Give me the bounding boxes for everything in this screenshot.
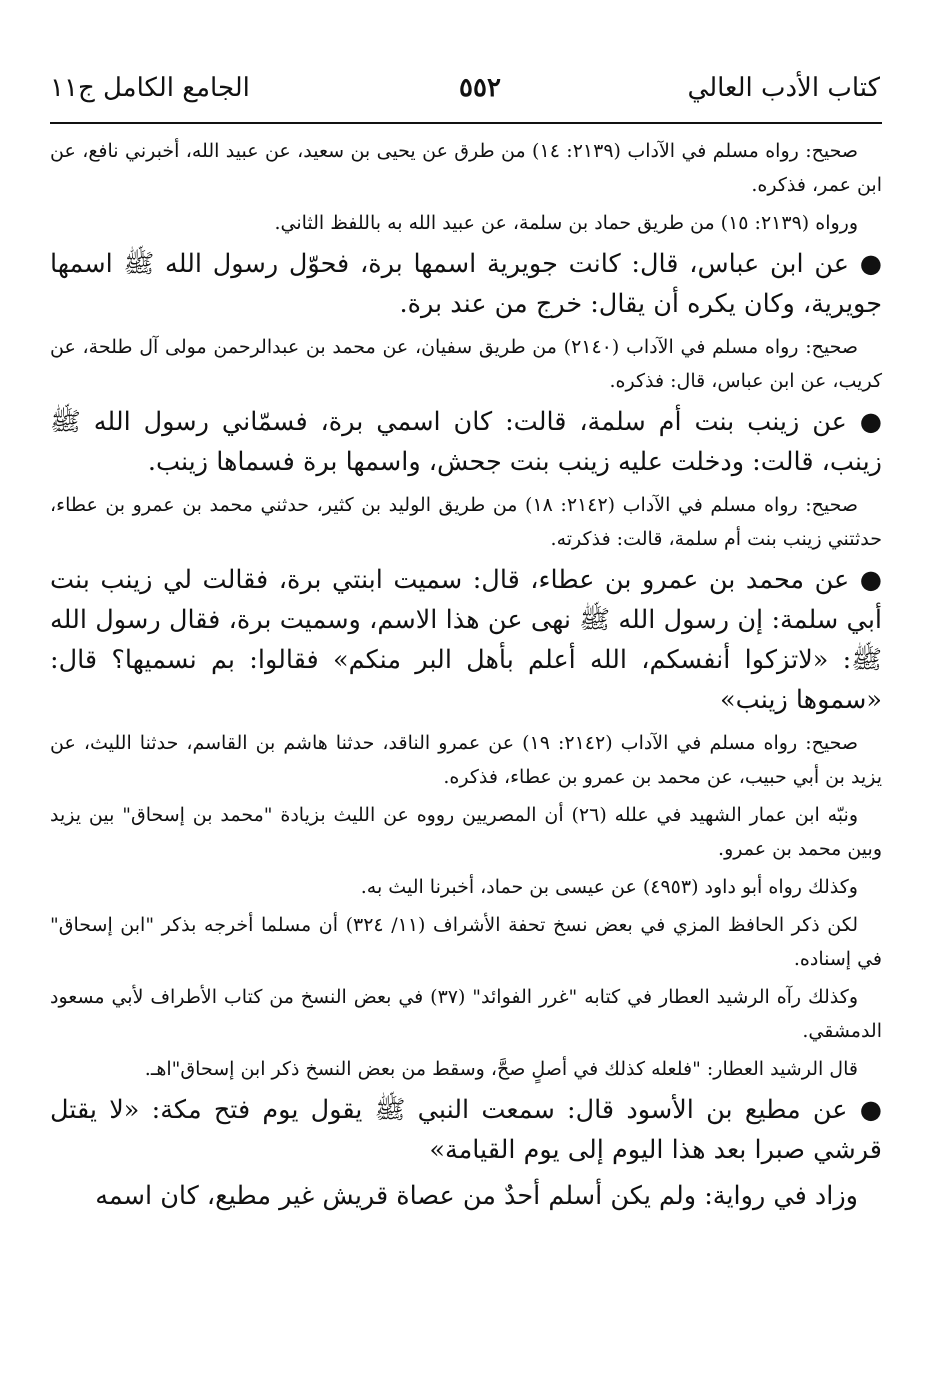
commentary-note: وكذلك رآه الرشيد العطار في كتابه "غرر الفوائد" (٣٧) في بعض النسخ من كتاب الأطراف لأبي مسعود الدمشقي.: [50, 986, 882, 1042]
commentary-note: وكذلك رواه أبو داود (٤٩٥٣) عن عيسى بن حماد، أخبرنا اليث به.: [360, 876, 858, 898]
commentary-note: لكن ذكر الحافظ المزي في بعض نسخ تحفة الأشراف (١١/ ٣٢٤) أن مسلما أخرجه بذكر "ابن إسحاق" في إسناده.: [50, 914, 882, 970]
page-body: [50, 134, 882, 1222]
hadith-paragraph: ● عن محمد بن عمرو بن عطاء، قال: سميت ابنتي برة، فقالت لي زينب بنت أبي سلمة: إن رسول الله ﷺ نهى عن هذا الاسم، وسميت برة، فقال رسول الله ﷺ: «لاتزكوا أنفسكم، الله أعلم بأهل البر منكم» فقالوا: بم نسميها؟ قال: «سموها زينب»: [50, 565, 882, 715]
volume-title: الجامع الكامل ج١١: [50, 73, 250, 103]
takhrij-note: صحيح: رواه مسلم في الآداب (٢١٤٠) من طريق سفيان، عن محمد بن عبدالرحمن مولى آل طلحة، عن كريب، عن ابن عباس، قال: فذكره.: [50, 336, 882, 392]
takhrij-note: صحيح: رواه مسلم في الآداب (٢١٣٩: ١٤) من طرق عن يحيى بن سعيد، عن عبيد الله، أخبرني نافع، عن ابن عمر، فذكره.: [50, 140, 882, 196]
running-header: [50, 68, 880, 108]
commentary-note: ونبّه ابن عمار الشهيد في علله (٢٦) أن المصريين رووه عن الليث بزيادة "محمد بن إسحاق" بين يزيد وبين محمد بن عمرو.: [50, 804, 882, 860]
commentary-note: قال الرشيد العطار: "فلعله كذلك في أصلٍ صحَّ، وسقط من بعض النسخ ذكر ابن إسحاق"اهـ.: [144, 1058, 858, 1080]
hadith-paragraph: ● عن زينب بنت أم سلمة، قالت: كان اسمي برة، فسمّاني رسول الله ﷺ زينب، قالت: ودخلت عليه زينب بنت جحش، واسمها برة فسماها زينب.: [50, 407, 882, 477]
takhrij-note: ورواه (٢١٣٩: ١٥) من طريق حماد بن سلمة، عن عبيد الله به باللفظ الثاني.: [274, 212, 858, 234]
hadith-continuation: وزاد في رواية: ولم يكن أسلم أحدٌ من عصاة قريش غير مطيع، كان اسمه: [95, 1181, 858, 1211]
header-rule: [50, 122, 882, 124]
hadith-paragraph: ● عن مطيع بن الأسود قال: سمعت النبي ﷺ يقول يوم فتح مكة: «لا يقتل قرشي صبرا بعد هذا اليوم إلى يوم القيامة»: [50, 1095, 882, 1165]
book-title: كتاب الأدب العالي: [687, 73, 880, 103]
takhrij-note: صحيح: رواه مسلم في الآداب (٢١٤٢: ١٩) عن عمرو الناقد، حدثنا هاشم بن القاسم، حدثنا الليث، عن يزيد بن أبي حبيب، عن محمد بن عمرو بن عطاء، فذكره.: [50, 732, 882, 788]
takhrij-note: صحيح: رواه مسلم في الآداب (٢١٤٢: ١٨) من طريق الوليد بن كثير، حدثني محمد بن عمرو بن عطاء، حدثتني زينب بنت أم سلمة، قالت: فذكرته.: [50, 494, 882, 550]
page-number: ٥٥٢: [459, 73, 501, 103]
hadith-paragraph: ● عن ابن عباس، قال: كانت جويرية اسمها برة، فحوّل رسول الله ﷺ اسمها جويرية، وكان يكره أن يقال: خرج من عند برة.: [50, 249, 882, 319]
